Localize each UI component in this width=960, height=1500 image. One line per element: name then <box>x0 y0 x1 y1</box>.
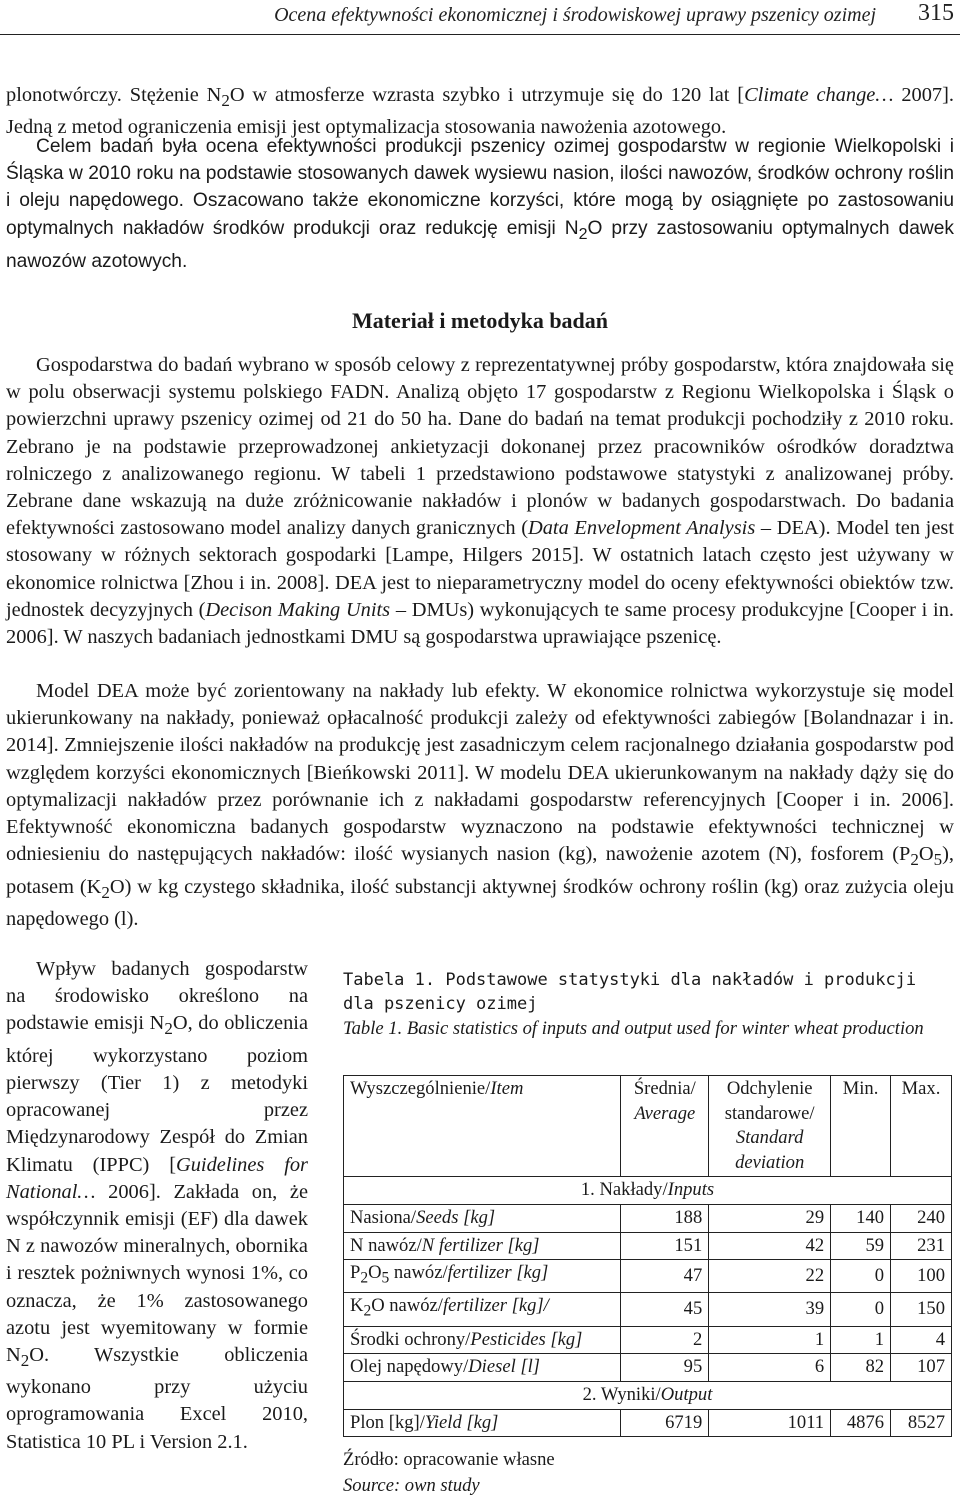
table-caption-en: Table 1. Basic statistics of inputs and output used for winter wheat production <box>343 1017 924 1039</box>
methods-paragraph-1: Gospodarstwa do badań wybrano w sposób celowy z reprezentatywnej próby gospodarstw, która znajdowała się w polu obserwacji systemu polskiego FADN. Analizą objęto 17 gospodarstw z Regionu Wielkopolska i Śląsk o powierzchni uprawy pszenicy ozimej od 21 do 50 ha. Dane do badań na temat produkcji pochodziły z 2010 roku. Zebrano je na podstawie przeprowadzonej ankietyzacji dokonanej przez pracowników ośrodków doradztwa rolniczego z analizowanego regionu. W tabeli 1 przedstawiono podstawowe statystyki z analizowanej próby. Zebrane dane wskazują na duże zróżnicowanie nakładów i plonów w badanych gospodarstwach. Do badania efektywności zastosowano model analizy danych granicznych (Data Envelopment Analysis – DEA). Model ten jest stosowany w różnych sektorach gospodarki [Lampe, Hilgers 2015]. W ostatnich latach często jest używany w ekonomice rolnictwa [Zhou i in. 2008]. DEA jest to nieparametryczny model do oceny efektywności obiektów tzw. jednostek decyzyjnych (Decison Making Units – DMUs) wykonujących te same procesy produkcyjne [Cooper i in. 2006]. W naszych badaniach jednostkami DMU są gospodarstwa uprawiające pszenicę. <box>6 354 955 649</box>
table-row: $P_2O_5$ nawóz/fertilizer [kg] 47 22 0 100 <box>344 1260 952 1293</box>
table-row: N nawóz/N fertilizer [kg] 151 42 59 231 <box>344 1232 952 1260</box>
table-row: Plon [kg]/Yield [kg] 6719 1011 4876 8527 <box>344 1409 952 1437</box>
table-caption <box>343 968 955 1041</box>
methods-paragraph-3: Wpływ badanych gospodarstw na środowisko określono na podstawie emisji $N_2O$, do obliczenia której wykorzystano poziom pierwszy (Tier 1) z metodyki opracowanej przez Międzynarodowy Zespół do Zmian Klimatu (IPPC) [Guidelines for National… 2006]. Zakłada on, że współczynnik emisji (EF) dla dawek N z nawozów mineralnych, obornika i resztek pożniwnych wynosi 1%, co oznacza, że 1% zastosowanego azotu jest wyemitowany w formie $N_2O$. Wszystkie obliczenia wykonano przy użyciu oprogramowania Excel 2010, Statistica 10 PL i Version 2.1. <box>6 958 308 1453</box>
running-title: Ocena efektywności ekonomicznej i środowiskowej uprawy pszenicy ozimej <box>274 4 876 26</box>
table-caption-pl: Tabela 1. Podstawowe statystyki dla nakładów i produkcji dla pszenicy ozimej <box>343 970 917 1015</box>
page-number: 315 <box>918 0 954 26</box>
table-header-row <box>344 1076 952 1177</box>
header-item: Wyszczególnienie/Item <box>344 1076 621 1177</box>
source-en: Source: own study <box>343 1475 480 1496</box>
section-row-output: 2. Wyniki/Output <box>344 1381 952 1409</box>
header-min: Min. <box>831 1076 891 1177</box>
table-row: $K_2O$ nawóz/fertilizer [kg]/ 45 39 0 150 <box>344 1293 952 1326</box>
statistics-table <box>343 1075 952 1437</box>
intro-paragraph-1: plonotwórczy. Stężenie $N_2O$ w atmosferze wzrasta szybko i utrzymuje się do 120 lat [Climate change… 2007]. Jedną z metod ograniczenia emisji jest optymalizacja stosowania nawożenia azotowego. <box>6 84 954 139</box>
header-sd: Odchylenie standarowe/ Standard deviation <box>709 1076 831 1177</box>
methods-paragraph-2: Model DEA może być zorientowany na nakłady lub efekty. W ekonomice rolnictwa wykorzystuje się model ukierunkowany na nakłady, ponieważ opłacalność produkcji zależy od efektywności zabiegów [Bolandnazar i in. 2014]. Zmniejszenie ilości nakładów na produkcję jest zasadniczym celem racjonalnego działania gospodarstw pod względem korzyści ekonomicznych [Bieńkowski 2011]. W modelu DEA ukierunkowanym na nakłady dąży się do optymalizacji nakładów przez porównanie ich z nakładami gospodarstw referencyjnych [Cooper i in. 2006]. Efektywność ekonomiczna badanych gospodarstw wyznaczono na podstawie efektywności technicznej w odniesieniu do następujących nakładów: ilość wysianych nasion (kg), nawożenie azotem (N), fosforem $(P_2O_5)$, potasem $(K_2O)$ w kg czystego składnika, ilość substancji aktywnej środków ochrony roślin (kg) oraz zużycia oleju napędowego (l). <box>6 680 954 930</box>
source-pl: Źródło: opracowanie własne <box>343 1449 555 1470</box>
page-header <box>0 0 960 35</box>
intro-paragraph-2: Celem badań była ocena efektywności produkcji pszenicy ozimej gospodarstw w regionie Wielkopolski i Śląska w 2010 roku na podstawie stosowanych dawek wysiewu nasion, ilości nawozów, środków ochrony roślin i oleju napędowego. Oszacowano także ekonomiczne korzyści, które mogą by osiągnięte po zastosowaniu optymalnych nakładów środków produkcji oraz redukcję emisji $N_2O$ przy zastosowaniu optymalnych dawek nawozów azotowych. <box>6 136 955 272</box>
section-row-inputs: 1. Nakłady/Inputs <box>344 1177 952 1205</box>
table-row: Środki ochrony/Pesticides [kg] 2 1 1 4 <box>344 1326 952 1354</box>
table-row: Nasiona/Seeds [kg] 188 29 140 240 <box>344 1204 952 1232</box>
table-source <box>343 1447 555 1499</box>
header-max: Max. <box>891 1076 952 1177</box>
header-mean: Średnia/ Average <box>621 1076 709 1177</box>
section-heading: Materiał i metodyka badań <box>351 308 609 333</box>
table-row: Olej napędowy/Diesel [l] 95 6 82 107 <box>344 1354 952 1382</box>
